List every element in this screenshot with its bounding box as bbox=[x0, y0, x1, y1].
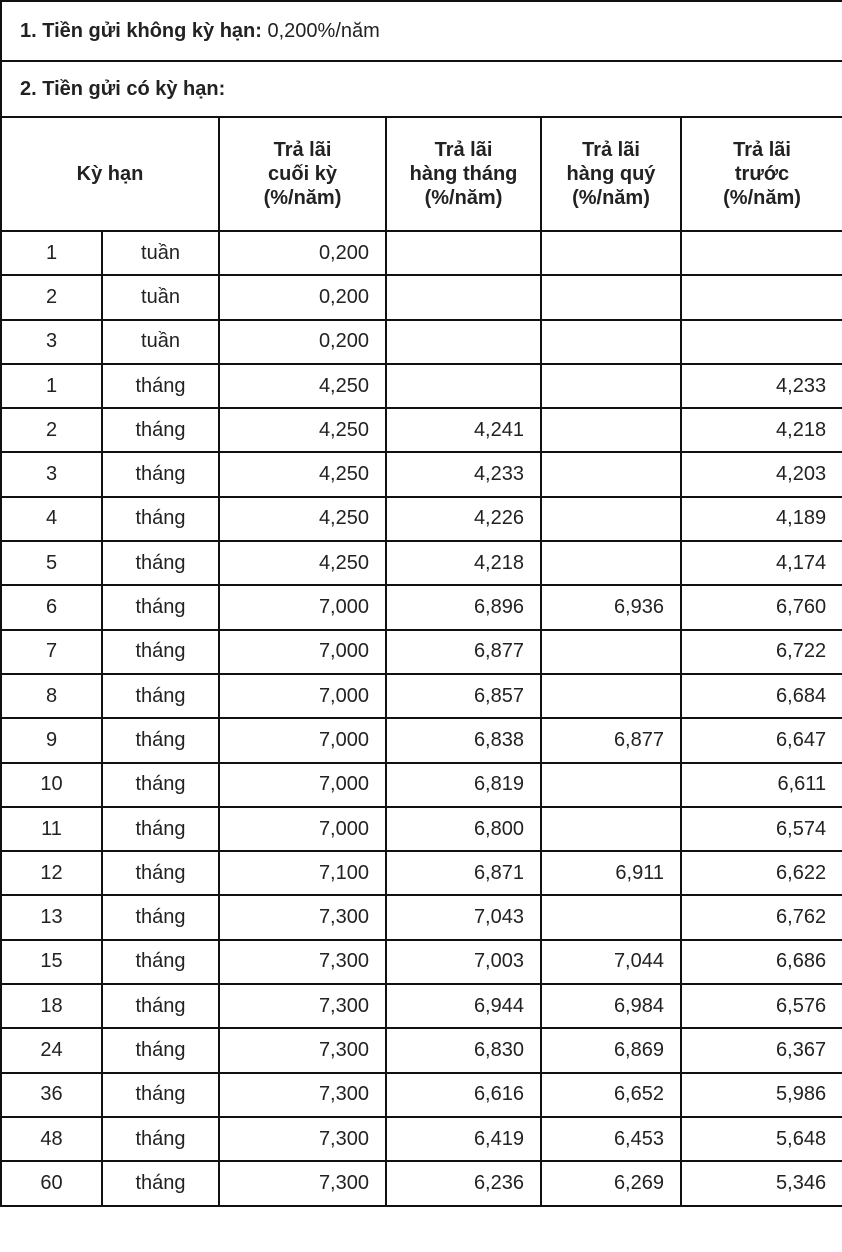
rate-end-of-term: 7,000 bbox=[219, 674, 386, 718]
rate-upfront bbox=[681, 231, 842, 275]
table-row bbox=[1, 1161, 842, 1205]
rate-upfront: 4,203 bbox=[681, 452, 842, 496]
rate-end-of-term: 7,300 bbox=[219, 984, 386, 1028]
term-deposit-label: 2. Tiền gửi có kỳ hạn: bbox=[20, 77, 226, 100]
rate-monthly: 6,896 bbox=[386, 585, 541, 629]
term-number: 3 bbox=[1, 320, 102, 364]
term-unit: tháng bbox=[102, 718, 219, 762]
rate-quarterly: 6,652 bbox=[541, 1073, 681, 1117]
rate-quarterly bbox=[541, 763, 681, 807]
term-unit: tháng bbox=[102, 763, 219, 807]
table-row bbox=[1, 408, 842, 452]
table-header bbox=[1, 117, 842, 231]
rate-monthly: 4,218 bbox=[386, 541, 541, 585]
rate-monthly: 6,857 bbox=[386, 674, 541, 718]
rate-upfront: 6,684 bbox=[681, 674, 842, 718]
rate-monthly bbox=[386, 320, 541, 364]
term-unit: tháng bbox=[102, 984, 219, 1028]
rate-end-of-term: 7,100 bbox=[219, 851, 386, 895]
rate-quarterly: 6,453 bbox=[541, 1117, 681, 1161]
rate-upfront: 6,760 bbox=[681, 585, 842, 629]
rate-end-of-term: 7,000 bbox=[219, 807, 386, 851]
term-number: 36 bbox=[1, 1073, 102, 1117]
term-number: 2 bbox=[1, 275, 102, 319]
rate-quarterly: 6,984 bbox=[541, 984, 681, 1028]
term-number: 9 bbox=[1, 718, 102, 762]
table-row bbox=[1, 1028, 842, 1072]
term-unit: tháng bbox=[102, 807, 219, 851]
table-row bbox=[1, 452, 842, 496]
rate-quarterly bbox=[541, 674, 681, 718]
term-number: 2 bbox=[1, 408, 102, 452]
rate-end-of-term: 7,300 bbox=[219, 895, 386, 939]
rate-quarterly bbox=[541, 408, 681, 452]
rate-end-of-term: 7,300 bbox=[219, 1073, 386, 1117]
term-number: 24 bbox=[1, 1028, 102, 1072]
table-row bbox=[1, 1073, 842, 1117]
table-row bbox=[1, 1117, 842, 1161]
table-row bbox=[1, 718, 842, 762]
term-number: 7 bbox=[1, 630, 102, 674]
rate-quarterly: 6,911 bbox=[541, 851, 681, 895]
rate-upfront: 4,233 bbox=[681, 364, 842, 408]
rate-upfront: 6,367 bbox=[681, 1028, 842, 1072]
rate-end-of-term: 4,250 bbox=[219, 541, 386, 585]
rate-end-of-term: 7,000 bbox=[219, 763, 386, 807]
term-number: 10 bbox=[1, 763, 102, 807]
demand-deposit-rate: 0,200%/năm bbox=[267, 19, 380, 42]
rate-end-of-term: 0,200 bbox=[219, 231, 386, 275]
rate-monthly: 4,226 bbox=[386, 497, 541, 541]
rate-monthly: 6,838 bbox=[386, 718, 541, 762]
rate-quarterly: 6,869 bbox=[541, 1028, 681, 1072]
table-row bbox=[1, 497, 842, 541]
rate-monthly bbox=[386, 231, 541, 275]
term-number: 1 bbox=[1, 231, 102, 275]
term-number: 60 bbox=[1, 1161, 102, 1205]
term-number: 11 bbox=[1, 807, 102, 851]
term-unit: tháng bbox=[102, 630, 219, 674]
rate-monthly: 6,616 bbox=[386, 1073, 541, 1117]
header-monthly: Trả lãi hàng tháng (%/năm) bbox=[386, 117, 541, 231]
table-row bbox=[1, 940, 842, 984]
table-row bbox=[1, 851, 842, 895]
rate-quarterly: 6,269 bbox=[541, 1161, 681, 1205]
term-number: 3 bbox=[1, 452, 102, 496]
term-unit: tháng bbox=[102, 585, 219, 629]
rate-monthly: 6,236 bbox=[386, 1161, 541, 1205]
rate-upfront: 6,622 bbox=[681, 851, 842, 895]
term-number: 5 bbox=[1, 541, 102, 585]
rate-monthly: 6,830 bbox=[386, 1028, 541, 1072]
header-end-of-term: Trả lãi cuối kỳ (%/năm) bbox=[219, 117, 386, 231]
term-number: 48 bbox=[1, 1117, 102, 1161]
rate-upfront: 5,986 bbox=[681, 1073, 842, 1117]
rate-upfront: 6,762 bbox=[681, 895, 842, 939]
rate-quarterly bbox=[541, 807, 681, 851]
rate-upfront: 5,648 bbox=[681, 1117, 842, 1161]
rate-upfront: 6,611 bbox=[681, 763, 842, 807]
term-unit: tháng bbox=[102, 851, 219, 895]
rate-end-of-term: 7,300 bbox=[219, 1028, 386, 1072]
table-row bbox=[1, 807, 842, 851]
term-unit: tháng bbox=[102, 1117, 219, 1161]
rate-monthly: 6,800 bbox=[386, 807, 541, 851]
term-deposit-row bbox=[1, 61, 842, 117]
rate-monthly: 7,043 bbox=[386, 895, 541, 939]
rate-quarterly bbox=[541, 320, 681, 364]
rate-monthly: 6,819 bbox=[386, 763, 541, 807]
rate-monthly: 6,944 bbox=[386, 984, 541, 1028]
header-upfront: Trả lãi trước (%/năm) bbox=[681, 117, 842, 231]
rate-upfront: 4,218 bbox=[681, 408, 842, 452]
table-row bbox=[1, 895, 842, 939]
rate-end-of-term: 7,300 bbox=[219, 1161, 386, 1205]
rate-quarterly bbox=[541, 275, 681, 319]
term-unit: tháng bbox=[102, 364, 219, 408]
rate-upfront: 6,574 bbox=[681, 807, 842, 851]
rate-quarterly bbox=[541, 630, 681, 674]
rate-end-of-term: 0,200 bbox=[219, 275, 386, 319]
term-unit: tháng bbox=[102, 497, 219, 541]
table-row bbox=[1, 630, 842, 674]
demand-deposit-row bbox=[1, 1, 842, 61]
rate-quarterly bbox=[541, 895, 681, 939]
rate-monthly bbox=[386, 275, 541, 319]
table-row bbox=[1, 364, 842, 408]
rate-monthly: 6,871 bbox=[386, 851, 541, 895]
rate-end-of-term: 4,250 bbox=[219, 408, 386, 452]
rate-upfront: 4,189 bbox=[681, 497, 842, 541]
term-unit: tháng bbox=[102, 408, 219, 452]
term-number: 15 bbox=[1, 940, 102, 984]
term-number: 13 bbox=[1, 895, 102, 939]
demand-deposit-label: 1. Tiền gửi không kỳ hạn: bbox=[20, 19, 262, 42]
table-row bbox=[1, 763, 842, 807]
rate-quarterly: 7,044 bbox=[541, 940, 681, 984]
rate-upfront: 6,686 bbox=[681, 940, 842, 984]
term-unit: tháng bbox=[102, 541, 219, 585]
rate-end-of-term: 7,000 bbox=[219, 718, 386, 762]
table-row bbox=[1, 541, 842, 585]
term-unit: tháng bbox=[102, 674, 219, 718]
rate-quarterly bbox=[541, 452, 681, 496]
term-number: 6 bbox=[1, 585, 102, 629]
term-unit: tháng bbox=[102, 452, 219, 496]
rate-quarterly bbox=[541, 364, 681, 408]
term-number: 18 bbox=[1, 984, 102, 1028]
rate-upfront: 6,722 bbox=[681, 630, 842, 674]
term-number: 8 bbox=[1, 674, 102, 718]
term-unit: tháng bbox=[102, 1161, 219, 1205]
rate-quarterly: 6,877 bbox=[541, 718, 681, 762]
rate-upfront bbox=[681, 275, 842, 319]
term-unit: tuần bbox=[102, 231, 219, 275]
rate-monthly: 4,241 bbox=[386, 408, 541, 452]
rate-end-of-term: 7,300 bbox=[219, 1117, 386, 1161]
rate-end-of-term: 4,250 bbox=[219, 452, 386, 496]
rate-monthly bbox=[386, 364, 541, 408]
term-number: 1 bbox=[1, 364, 102, 408]
rate-monthly: 7,003 bbox=[386, 940, 541, 984]
rate-upfront bbox=[681, 320, 842, 364]
table-row bbox=[1, 231, 842, 275]
rate-end-of-term: 7,000 bbox=[219, 630, 386, 674]
rate-end-of-term: 7,300 bbox=[219, 940, 386, 984]
rate-end-of-term: 4,250 bbox=[219, 364, 386, 408]
term-number: 12 bbox=[1, 851, 102, 895]
rate-end-of-term: 0,200 bbox=[219, 320, 386, 364]
rate-end-of-term: 7,000 bbox=[219, 585, 386, 629]
term-unit: tháng bbox=[102, 1028, 219, 1072]
table-row bbox=[1, 585, 842, 629]
term-unit: tháng bbox=[102, 1073, 219, 1117]
rate-end-of-term: 4,250 bbox=[219, 497, 386, 541]
rate-upfront: 6,647 bbox=[681, 718, 842, 762]
rate-quarterly bbox=[541, 541, 681, 585]
term-unit: tháng bbox=[102, 940, 219, 984]
rate-upfront: 5,346 bbox=[681, 1161, 842, 1205]
rate-monthly: 6,877 bbox=[386, 630, 541, 674]
table-row bbox=[1, 984, 842, 1028]
header-quarterly: Trả lãi hàng quý (%/năm) bbox=[541, 117, 681, 231]
term-number: 4 bbox=[1, 497, 102, 541]
table-row bbox=[1, 320, 842, 364]
rate-quarterly bbox=[541, 231, 681, 275]
rate-monthly: 4,233 bbox=[386, 452, 541, 496]
table-row bbox=[1, 275, 842, 319]
rate-quarterly: 6,936 bbox=[541, 585, 681, 629]
rate-quarterly bbox=[541, 497, 681, 541]
header-term: Kỳ hạn bbox=[1, 117, 219, 231]
term-unit: tháng bbox=[102, 895, 219, 939]
term-unit: tuần bbox=[102, 320, 219, 364]
term-unit: tuần bbox=[102, 275, 219, 319]
rate-monthly: 6,419 bbox=[386, 1117, 541, 1161]
table-row bbox=[1, 674, 842, 718]
rate-upfront: 4,174 bbox=[681, 541, 842, 585]
rate-upfront: 6,576 bbox=[681, 984, 842, 1028]
